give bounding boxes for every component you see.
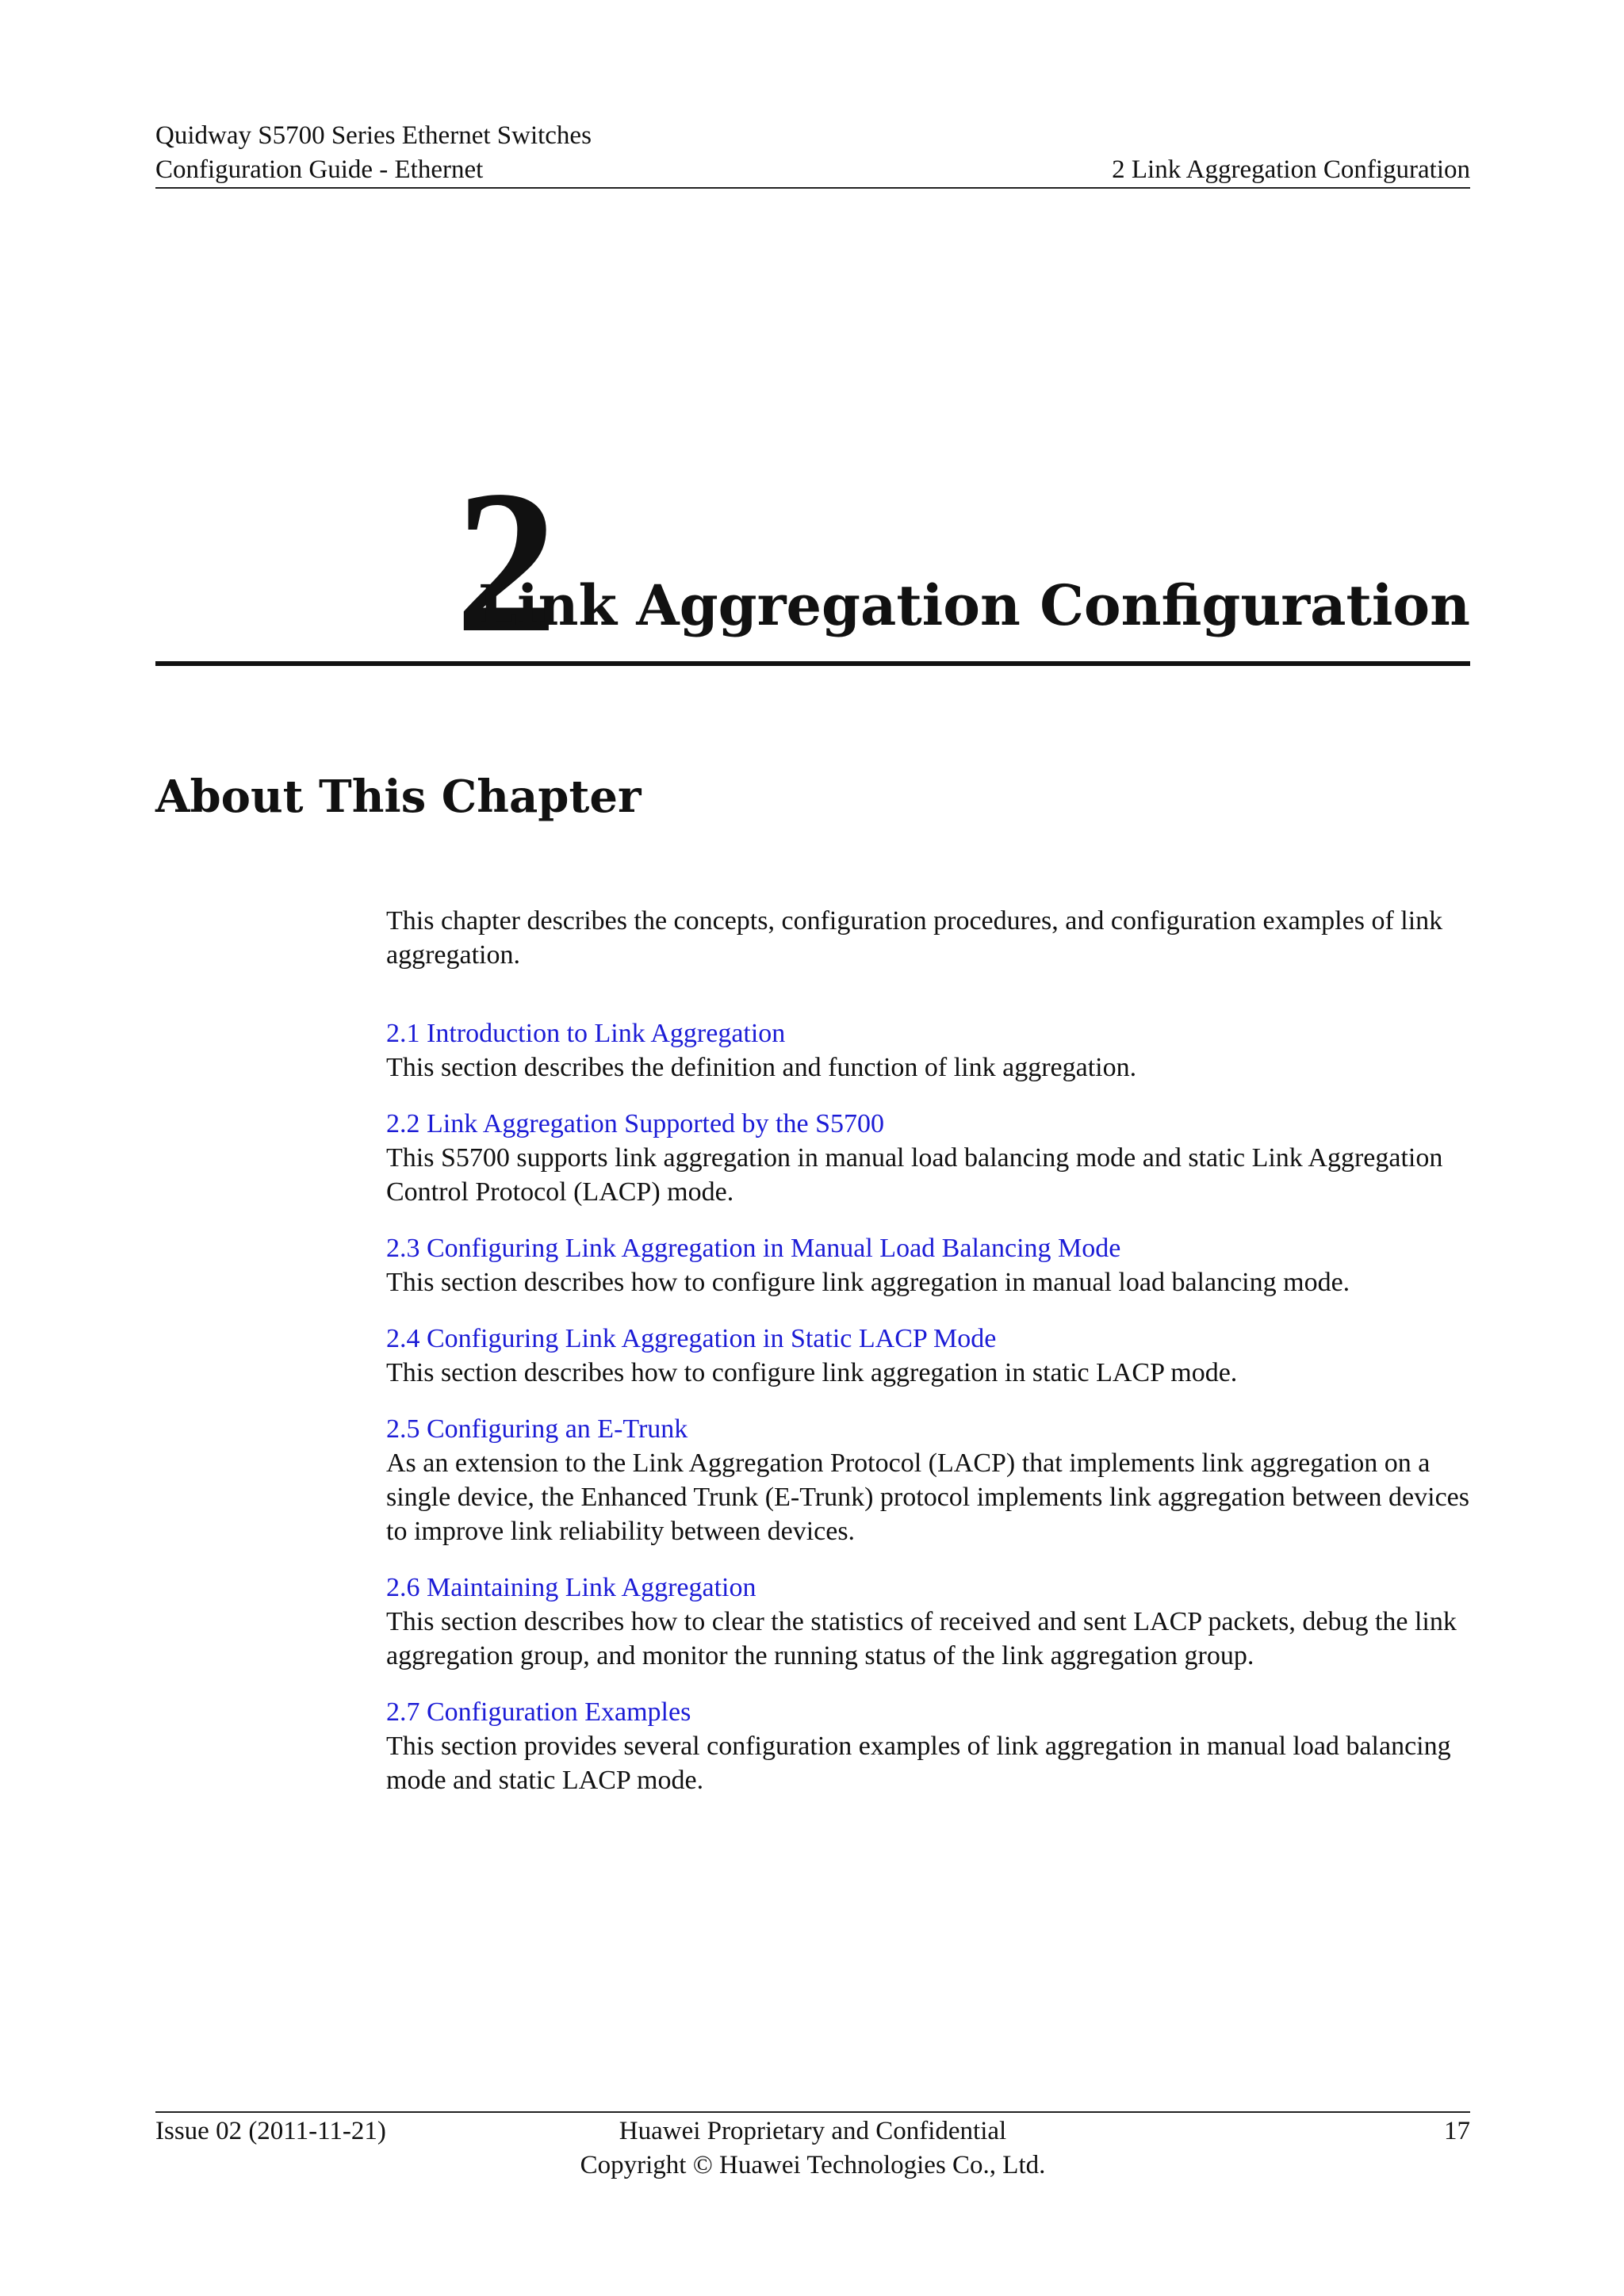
section-desc-2-2: This S5700 supports link aggregation in manual load balancing mode and static Link Aggregation Control Protocol (LACP) mode. <box>386 1143 1443 1207</box>
section-link-2-3[interactable]: 2.3 Configuring Link Aggregation in Manual Load Balancing Mode <box>386 1234 1121 1263</box>
section-entry-2-4 <box>386 1322 1473 1390</box>
header-left <box>155 119 592 187</box>
about-heading: About This Chapter <box>155 771 642 823</box>
footer-copyright: Copyright © Huawei Technologies Co., Ltd. <box>580 2151 1046 2179</box>
footer-issue: Issue 02 (2011-11-21) <box>155 2117 386 2145</box>
page-header <box>155 119 1470 189</box>
section-entry-2-1 <box>386 1016 1473 1085</box>
section-desc-2-4: This section describes how to configure link aggregation in static LACP mode. <box>386 1358 1238 1387</box>
section-entry-2-5 <box>386 1412 1473 1548</box>
section-link-2-2[interactable]: 2.2 Link Aggregation Supported by the S5700 <box>386 1109 885 1138</box>
section-desc-2-6: This section describes how to clear the statistics of received and sent LACP packets, debug the link aggregation group, and monitor the running status of the link aggregation group. <box>386 1607 1457 1670</box>
footer-confidential: Huawei Proprietary and Confidential <box>619 2117 1007 2145</box>
section-entry-2-6 <box>386 1571 1473 1673</box>
section-link-2-7[interactable]: 2.7 Configuration Examples <box>386 1697 691 1727</box>
section-entry-2-2 <box>386 1107 1473 1209</box>
header-chapter-ref: 2 Link Aggregation Configuration <box>1112 155 1470 184</box>
page-number: 17 <box>1444 2117 1470 2145</box>
page-footer <box>155 2111 1470 2179</box>
chapter-title-block <box>155 448 1470 675</box>
chapter-number: 2 <box>455 448 554 675</box>
section-desc-2-7: This section provides several configuration examples of link aggregation in manual load balancing mode and static LACP mode. <box>386 1732 1451 1795</box>
header-guide: Configuration Guide - Ethernet <box>155 155 484 184</box>
section-entry-2-7 <box>386 1695 1473 1797</box>
section-desc-2-3: This section describes how to configure link aggregation in manual load balancing mode. <box>386 1268 1350 1297</box>
section-link-2-5[interactable]: 2.5 Configuring an E-Trunk <box>386 1414 688 1444</box>
section-link-2-6[interactable]: 2.6 Maintaining Link Aggregation <box>386 1573 756 1602</box>
footer-center <box>155 2114 1470 2183</box>
section-link-2-4[interactable]: 2.4 Configuring Link Aggregation in Static LACP Mode <box>386 1324 997 1353</box>
chapter-title: Link Aggregation Configuration <box>477 572 1470 638</box>
section-link-2-1[interactable]: 2.1 Introduction to Link Aggregation <box>386 1019 786 1048</box>
chapter-contents <box>386 904 1473 1820</box>
section-desc-2-1: This section describes the definition and function of link aggregation. <box>386 1053 1137 1082</box>
section-entry-2-3 <box>386 1231 1473 1299</box>
header-product: Quidway S5700 Series Ethernet Switches <box>155 121 592 150</box>
intro-paragraph: This chapter describes the concepts, configuration procedures, and configuration examples of link aggregation. <box>386 906 1443 970</box>
section-desc-2-5: As an extension to the Link Aggregation Protocol (LACP) that implements link aggregation on a single device, the Enhanced Trunk (E-Trunk) protocol implements link aggregation between devices to improve link reliability between devices. <box>386 1448 1469 1546</box>
